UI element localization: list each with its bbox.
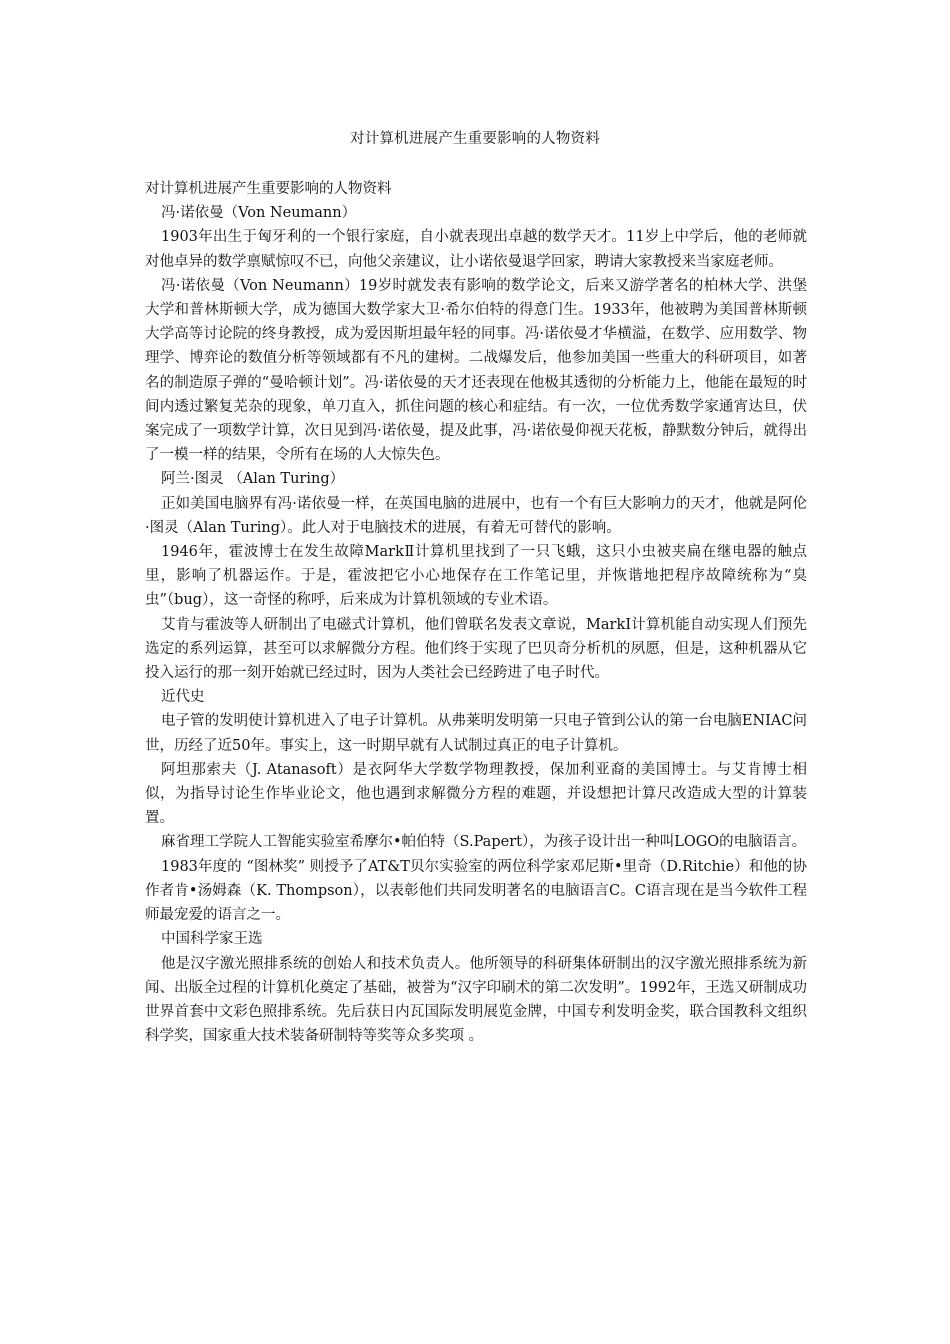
paragraph: 麻省理工学院人工智能实验室希摩尔•帕伯特（S.Papert），为孩子设计出一种叫LOGO的电脑语言。 xyxy=(161,834,807,851)
section-heading-alan-turing: 阿兰·图灵 （Alan Turing） xyxy=(161,471,345,488)
paragraph: 1983年度的 “图林奖” 则授予了AT&T贝尔实验室的两位科学家邓尼斯•里奇（D.Ritchie）和他的协作者肯•汤姆森（K. Thompson），以表彰他们共同发明著名的电脑语言C。C语言现在是当今软件工程师最宠爱的语言之一。 xyxy=(145,858,807,924)
paragraph: 冯·诺依曼（Von Neumann）19岁时就发表有影响的数学论文，后来又游学著名的柏林大学、洪堡大学和普林斯顿大学，成为德国大数学家大卫·希尔伯特的得意门生。1933年，他被聘为美国普林斯顿大学高等讨论院的终身教授，成为爱因斯坦最年轻的同事。冯·诺依曼才华横溢，在数学、应用数学、物理学、博弈论的数值分析等领域都有不凡的建树。二战爆发后，他参加美国一些重大的科研项目，如著名的制造原子弹的“曼哈顿计划”。冯·诺依曼的天才还表现在他极其透彻的分析能力上，他能在最短的时间内透过繁复芜杂的现象，单刀直入，抓住问题的核心和症结。有一次，一位优秀数学家通宵达旦，伏案完成了一项数学计算，次日见到冯·诺依曼，提及此事，冯·诺依曼仰视天花板，静默数分钟后，就得出了一模一样的结果，令所有在场的人大惊失色。 xyxy=(145,277,807,464)
paragraph: 1946年，霍波博士在发生故障MarkⅡ计算机里找到了一只飞蛾，这只小虫被夹扁在继电器的触点里，影响了机器运作。于是，霍波把它小心地保存在工作笔记里，并恢谐地把程序故障统称为“臭虫”（bug），这一奇怪的称呼，后来成为计算机领域的专业术语。 xyxy=(145,544,807,609)
section-heading-modern-history: 近代史 xyxy=(161,689,205,706)
paragraph: 阿坦那索夫（J. Atanasoft）是衣阿华大学数学物理教授，保加利亚裔的美国博士。与艾肯博士相似，为指导讨论生作毕业论文，他也遇到求解微分方程的难题，并设想把计算尺改造成大型的计算装置。 xyxy=(145,761,807,827)
document-body xyxy=(145,177,807,1048)
paragraph: 他是汉字激光照排系统的创始人和技术负责人。他所领导的科研集体研制出的汉字激光照排系统为新闻、出版全过程的计算机化奠定了基础，被誉为“汉字印刷术的第二次发明”。1992年，王选又研制成功世界首套中文彩色照排系统。先后获日内瓦国际发明展览金牌，中国专利发明金奖，联合国教科文组织科学奖，国家重大技术装备研制特等奖等众多奖项 。 xyxy=(145,955,807,1045)
document-heading: 对计算机进展产生重要影响的人物资料 xyxy=(145,181,392,197)
paragraph: 电子管的发明使计算机进入了电子计算机。从弗莱明发明第一只电子管到公认的第一台电脑ENIAC问世，历经了近50年。事实上，这一时期早就有人试制过真正的电子计算机。 xyxy=(145,713,807,754)
paragraph: 正如美国电脑界有冯·诺依曼一样，在英国电脑的进展中，也有一个有巨大影响力的天才，他就是阿伦·图灵（Alan Turing）。此人对于电脑技术的进展，有着无可替代的影响。 xyxy=(145,495,807,536)
paragraph: 艾肯与霍波等人研制出了电磁式计算机，他们曾联名发表文章说，MarkⅠ计算机能自动实现人们预先选定的系列运算，甚至可以求解微分方程。他们终于实现了巴贝奇分析机的夙愿，但是，这种机器从它投入运行的那一刻开始就已经过时，因为人类社会已经跨进了电子时代。 xyxy=(145,616,807,682)
paragraph: 1903年出生于匈牙利的一个银行家庭，自小就表现出卓越的数学天才。11岁上中学后，他的老师就对他卓异的数学禀赋惊叹不已，向他父亲建议，让小诺依曼退学回家，聘请大家教授来当家庭老师。 xyxy=(145,229,807,270)
section-heading-wang-xuan: 中国科学家王选 xyxy=(161,931,263,948)
section-heading-von-neumann: 冯·诺依曼（Von Neumann） xyxy=(161,205,357,222)
page-title: 对计算机进展产生重要影响的人物资料 xyxy=(350,131,600,147)
